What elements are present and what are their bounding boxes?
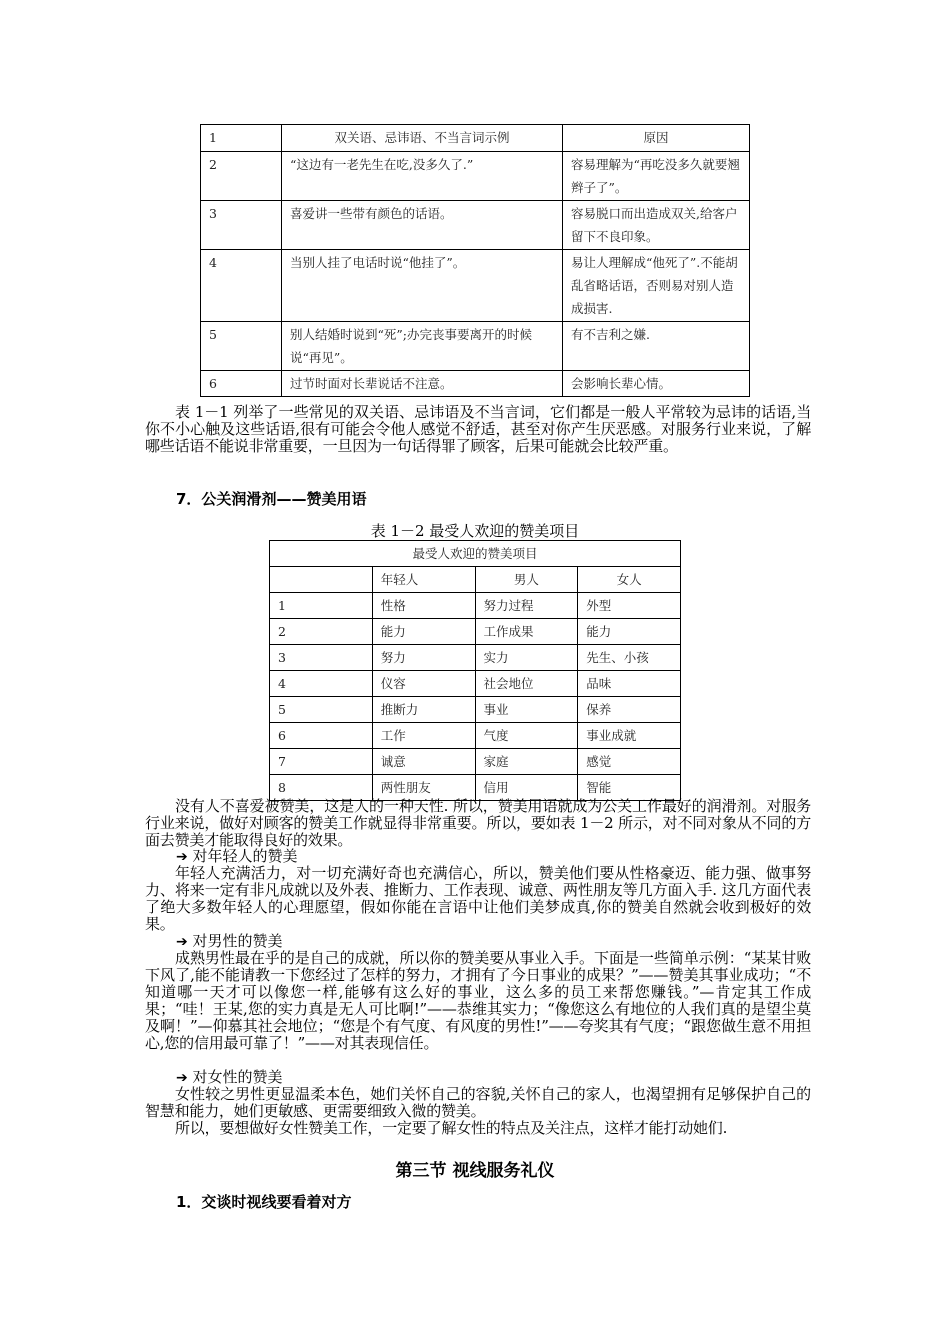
table-row: [270, 593, 681, 619]
table-cell: 事业: [475, 697, 578, 723]
praise-items-table: [269, 540, 681, 801]
table-cell: 实力: [475, 645, 578, 671]
table-row: [270, 541, 681, 567]
table-row: [270, 645, 681, 671]
table-cell: 容易脱口而出造成双关,给客户留下不良印象。: [563, 201, 750, 250]
table-row: [201, 201, 750, 250]
table-cell: 别人结婚时说到“死”;办完丧事要离开的时候说“再见”。: [282, 322, 563, 371]
paragraph-women: 女性较之男性更显温柔本色，她们关怀自己的容貌,关怀自己的家人，也渴望拥有足够保护自己的智慧和能力，她们更敏感、更需要细致入微的赞美。: [145, 1085, 811, 1120]
table-row: [270, 671, 681, 697]
table-cell: 社会地位: [475, 671, 578, 697]
table-cell: 家庭: [475, 749, 578, 775]
table-row: [201, 371, 750, 397]
table-cell: 努力: [372, 645, 475, 671]
arrow-right-icon: ➔: [176, 1070, 188, 1086]
arrow-right-icon: ➔: [176, 934, 188, 950]
table-cell: 会影响长辈心情。: [563, 371, 750, 397]
table-row: [270, 619, 681, 645]
bullet-label: 对男性的赞美: [192, 932, 283, 950]
table-cell: 3: [201, 201, 282, 250]
table-cell: 6: [201, 371, 282, 397]
table-row: [201, 125, 750, 152]
table-cell: 工作: [372, 723, 475, 749]
table-row: [270, 567, 681, 593]
table-cell: 5: [270, 697, 373, 723]
table-cell: 能力: [372, 619, 475, 645]
table-title-cell: 最受人欢迎的赞美项目: [270, 541, 681, 567]
table-cell: 1: [270, 593, 373, 619]
table-cell: 过节时面对长辈说话不注意。: [282, 371, 563, 397]
table-cell: 2: [270, 619, 373, 645]
table-row: [201, 250, 750, 322]
table-cell: 感觉: [578, 749, 681, 775]
table-cell: 能力: [578, 619, 681, 645]
table-cell: 气度: [475, 723, 578, 749]
paragraph-conclusion: 所以，要想做好女性赞美工作，一定要了解女性的特点及关注点，这样才能打动她们.: [175, 1119, 728, 1137]
paragraph-taboo-summary: 表 1－1 列举了一些常见的双关语、忌讳语及不当言词，它们都是一般人平常较为忌讳的话语,当你不小心触及这些话语,很有可能会令他人感觉不舒适，甚至对你产生厌恶感。对服务行业来说，了解哪些话语不能说非常重要，一旦因为一句话得罪了顾客，后果可能就会比较严重。: [145, 403, 811, 455]
table-cell: 保养: [578, 697, 681, 723]
table-row: [270, 723, 681, 749]
table-cell: 1: [201, 125, 282, 152]
table-header-cell: 原因: [563, 125, 750, 152]
table-cell: 性格: [372, 593, 475, 619]
table-cell: 品味: [578, 671, 681, 697]
table-header-cell: 女人: [578, 567, 681, 593]
table-cell: 容易理解为“再吃没多久就要翘辫子了”。: [563, 152, 750, 201]
table-header-cell: 年轻人: [372, 567, 475, 593]
table-cell: 易让人理解成“他死了”.不能胡乱省略话语，否则易对别人造成损害.: [563, 250, 750, 322]
table-cell: 有不吉利之嫌.: [563, 322, 750, 371]
table-caption: 表 1－2 最受人欢迎的赞美项目: [370, 522, 580, 540]
paragraph-men: 成熟男性最在乎的是自己的成就，所以你的赞美要从事业入手。下面是一些简单示例：“某某甘败下风了,能不能请教一下您经过了怎样的努力，才拥有了今日事业的成果？”——赞美其事业成功；“不知道哪一天才可以像您一样,能够有这么好的事业，这么多的员工来帮您赚钱。”—肯定其工作成果；“哇！王某,您的实力真是无人可比啊!”——恭维其实力；“像您这么有地位的人我们真的是望尘莫及啊！”—仰慕其社会地位；“您是个有气度、有风度的男性!”——夸奖其有气度；“跟您做生意不用担心,您的信用最可靠了！”——对其表现信任。: [145, 949, 811, 1052]
table-row: [201, 152, 750, 201]
table-cell: 两性朋友: [372, 775, 475, 801]
table-cell: 工作成果: [475, 619, 578, 645]
table-cell: 事业成就: [578, 723, 681, 749]
table-cell: 信用: [475, 775, 578, 801]
table-cell: 推断力: [372, 697, 475, 723]
heading-eye-contact: 1．交谈时视线要看着对方: [176, 1193, 352, 1211]
table-row: [201, 322, 750, 371]
table-cell: 6: [270, 723, 373, 749]
taboo-words-table: [200, 124, 750, 397]
table-cell: “这边有一老先生在吃,没多久了.”: [282, 152, 563, 201]
section-title: 第三节 视线服务礼仪: [395, 1161, 555, 1181]
bullet-label: 对年轻人的赞美: [192, 847, 298, 865]
bullet-label: 对女性的赞美: [192, 1068, 283, 1086]
arrow-right-icon: ➔: [176, 849, 188, 865]
table-header-cell: 双关语、忌讳语、不当言词示例: [282, 125, 563, 152]
table-cell: 8: [270, 775, 373, 801]
table-cell: 4: [201, 250, 282, 322]
table-cell: 2: [201, 152, 282, 201]
table-row: [270, 749, 681, 775]
table-cell: 4: [270, 671, 373, 697]
table-cell: 5: [201, 322, 282, 371]
table-cell: 外型: [578, 593, 681, 619]
table-header-cell: 男人: [475, 567, 578, 593]
paragraph-young-people: 年轻人充满活力，对一切充满好奇也充满信心，所以，赞美他们要从性格豪迈、能力强、做事努力、将来一定有非凡成就以及外表、推断力、工作表现、诚意、两性朋友等几方面入手. 这几方面代表了绝大多数年轻人的心理愿望，假如你能在言语中让他们美梦成真,你的赞美自然就会收到极好的效果。: [145, 864, 811, 933]
table-cell: 智能: [578, 775, 681, 801]
table-cell: 诚意: [372, 749, 475, 775]
table-cell: 7: [270, 749, 373, 775]
paragraph-praise-intro: 没有人不喜爱被赞美，这是人的一种天性. 所以，赞美用语就成为公关工作最好的润滑剂。对服务行业来说，做好对顾客的赞美工作就显得非常重要。所以，要如表 1－2 所示，对不同对象从不同的方面去赞美才能取得良好的效果。: [145, 797, 811, 849]
table-cell: 先生、小孩: [578, 645, 681, 671]
table-row: [270, 697, 681, 723]
table-cell: 喜爱讲一些带有颜色的话语。: [282, 201, 563, 250]
heading-praise-words: 7．公关润滑剂——赞美用语: [176, 490, 367, 508]
table-cell: 当别人挂了电话时说“他挂了”。: [282, 250, 563, 322]
table-cell: [270, 567, 373, 593]
table-cell: 3: [270, 645, 373, 671]
table-cell: 努力过程: [475, 593, 578, 619]
table-cell: 仪容: [372, 671, 475, 697]
